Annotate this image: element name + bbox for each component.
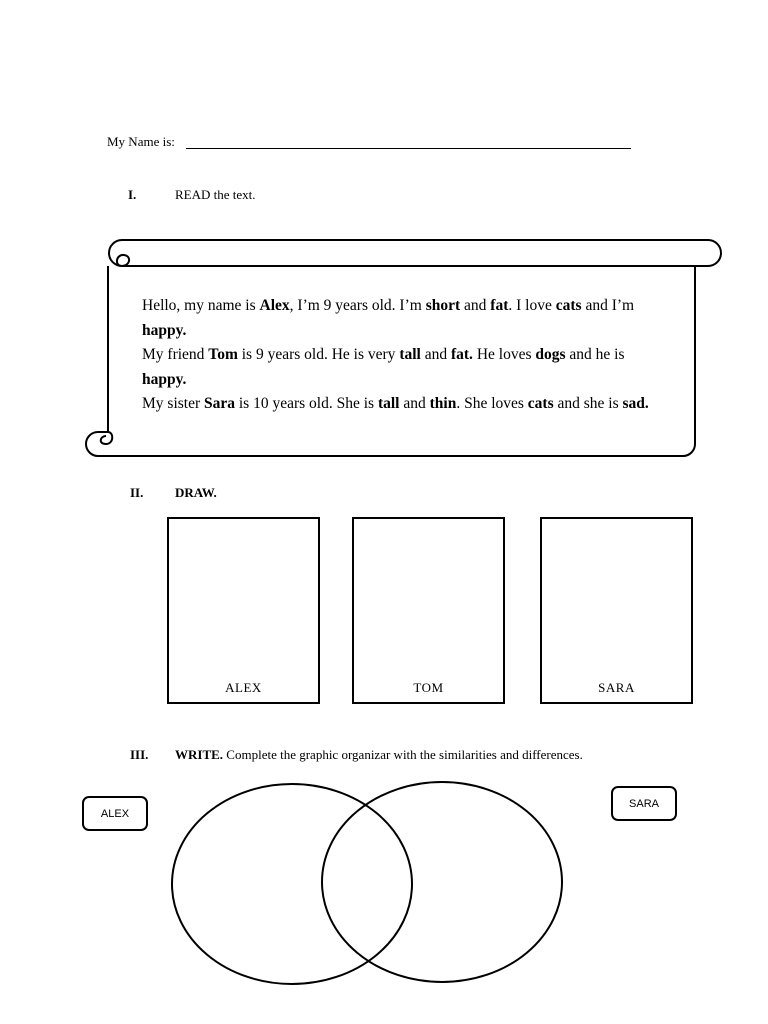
reading-text bbox=[142, 294, 662, 417]
text-run: and bbox=[420, 346, 451, 363]
text-run: . I love bbox=[508, 297, 556, 314]
section-1-instruction: READ the text. bbox=[175, 187, 256, 202]
venn-label-sara: SARA bbox=[611, 786, 677, 821]
text-run: and he is bbox=[565, 346, 625, 363]
bold-word: sad. bbox=[622, 395, 649, 412]
name-input-line[interactable] bbox=[186, 148, 631, 149]
bold-word: cats bbox=[555, 297, 582, 314]
text-run: and I’m bbox=[581, 297, 635, 314]
venn-diagram[interactable] bbox=[170, 778, 570, 990]
text-run: , I’m 9 years old. I’m bbox=[289, 297, 426, 314]
bold-word: Tom bbox=[208, 346, 238, 363]
reading-paragraph-3 bbox=[142, 392, 662, 417]
bold-word: happy. bbox=[142, 370, 187, 388]
text-run: He loves bbox=[472, 346, 536, 363]
bold-word: dogs bbox=[535, 346, 566, 363]
bold-word: tall bbox=[399, 346, 421, 363]
bold-word: happy. bbox=[142, 321, 187, 339]
bold-word: cats bbox=[527, 395, 554, 412]
reading-paragraph-1 bbox=[142, 294, 662, 343]
name-label: My Name is: bbox=[107, 134, 175, 149]
draw-box-tom[interactable] bbox=[352, 517, 505, 704]
draw-box-label: TOM bbox=[413, 680, 444, 695]
venn-circle-right bbox=[322, 782, 562, 982]
bold-word: Alex bbox=[259, 297, 290, 314]
text-run: My friend bbox=[142, 346, 209, 363]
section-3-instruction-bold: WRITE. bbox=[175, 747, 224, 762]
text-run: and bbox=[460, 297, 491, 314]
bold-word: Sara bbox=[204, 395, 235, 412]
section-3-instruction bbox=[175, 747, 583, 763]
text-run: is 10 years old. She is bbox=[235, 395, 378, 412]
bold-word: fat bbox=[490, 297, 509, 314]
text-run: and she is bbox=[553, 395, 623, 412]
draw-box-label: ALEX bbox=[225, 680, 262, 695]
bold-word: short bbox=[425, 297, 461, 314]
section-3-number: III. bbox=[130, 747, 149, 762]
text-run: My sister bbox=[142, 395, 204, 412]
section-3-instruction-text: Complete the graphic organizar with the similarities and differences. bbox=[223, 747, 583, 762]
text-run: Hello, my name is bbox=[142, 297, 260, 314]
bold-word: thin bbox=[429, 395, 457, 412]
draw-box-sara[interactable] bbox=[540, 517, 693, 704]
section-2-instruction: DRAW. bbox=[175, 485, 217, 500]
text-run: is 9 years old. He is very bbox=[237, 346, 400, 363]
venn-circle-left bbox=[172, 784, 412, 984]
section-2-number: II. bbox=[130, 485, 144, 500]
section-1-number: I. bbox=[128, 187, 137, 202]
reading-paragraph-2 bbox=[142, 343, 662, 392]
bold-word: fat. bbox=[450, 346, 473, 363]
text-run: . She loves bbox=[456, 395, 528, 412]
venn-label-alex: ALEX bbox=[82, 796, 148, 831]
bold-word: tall bbox=[377, 395, 400, 412]
draw-box-label: SARA bbox=[598, 680, 635, 695]
text-run: and bbox=[399, 395, 430, 412]
draw-box-alex[interactable] bbox=[167, 517, 320, 704]
